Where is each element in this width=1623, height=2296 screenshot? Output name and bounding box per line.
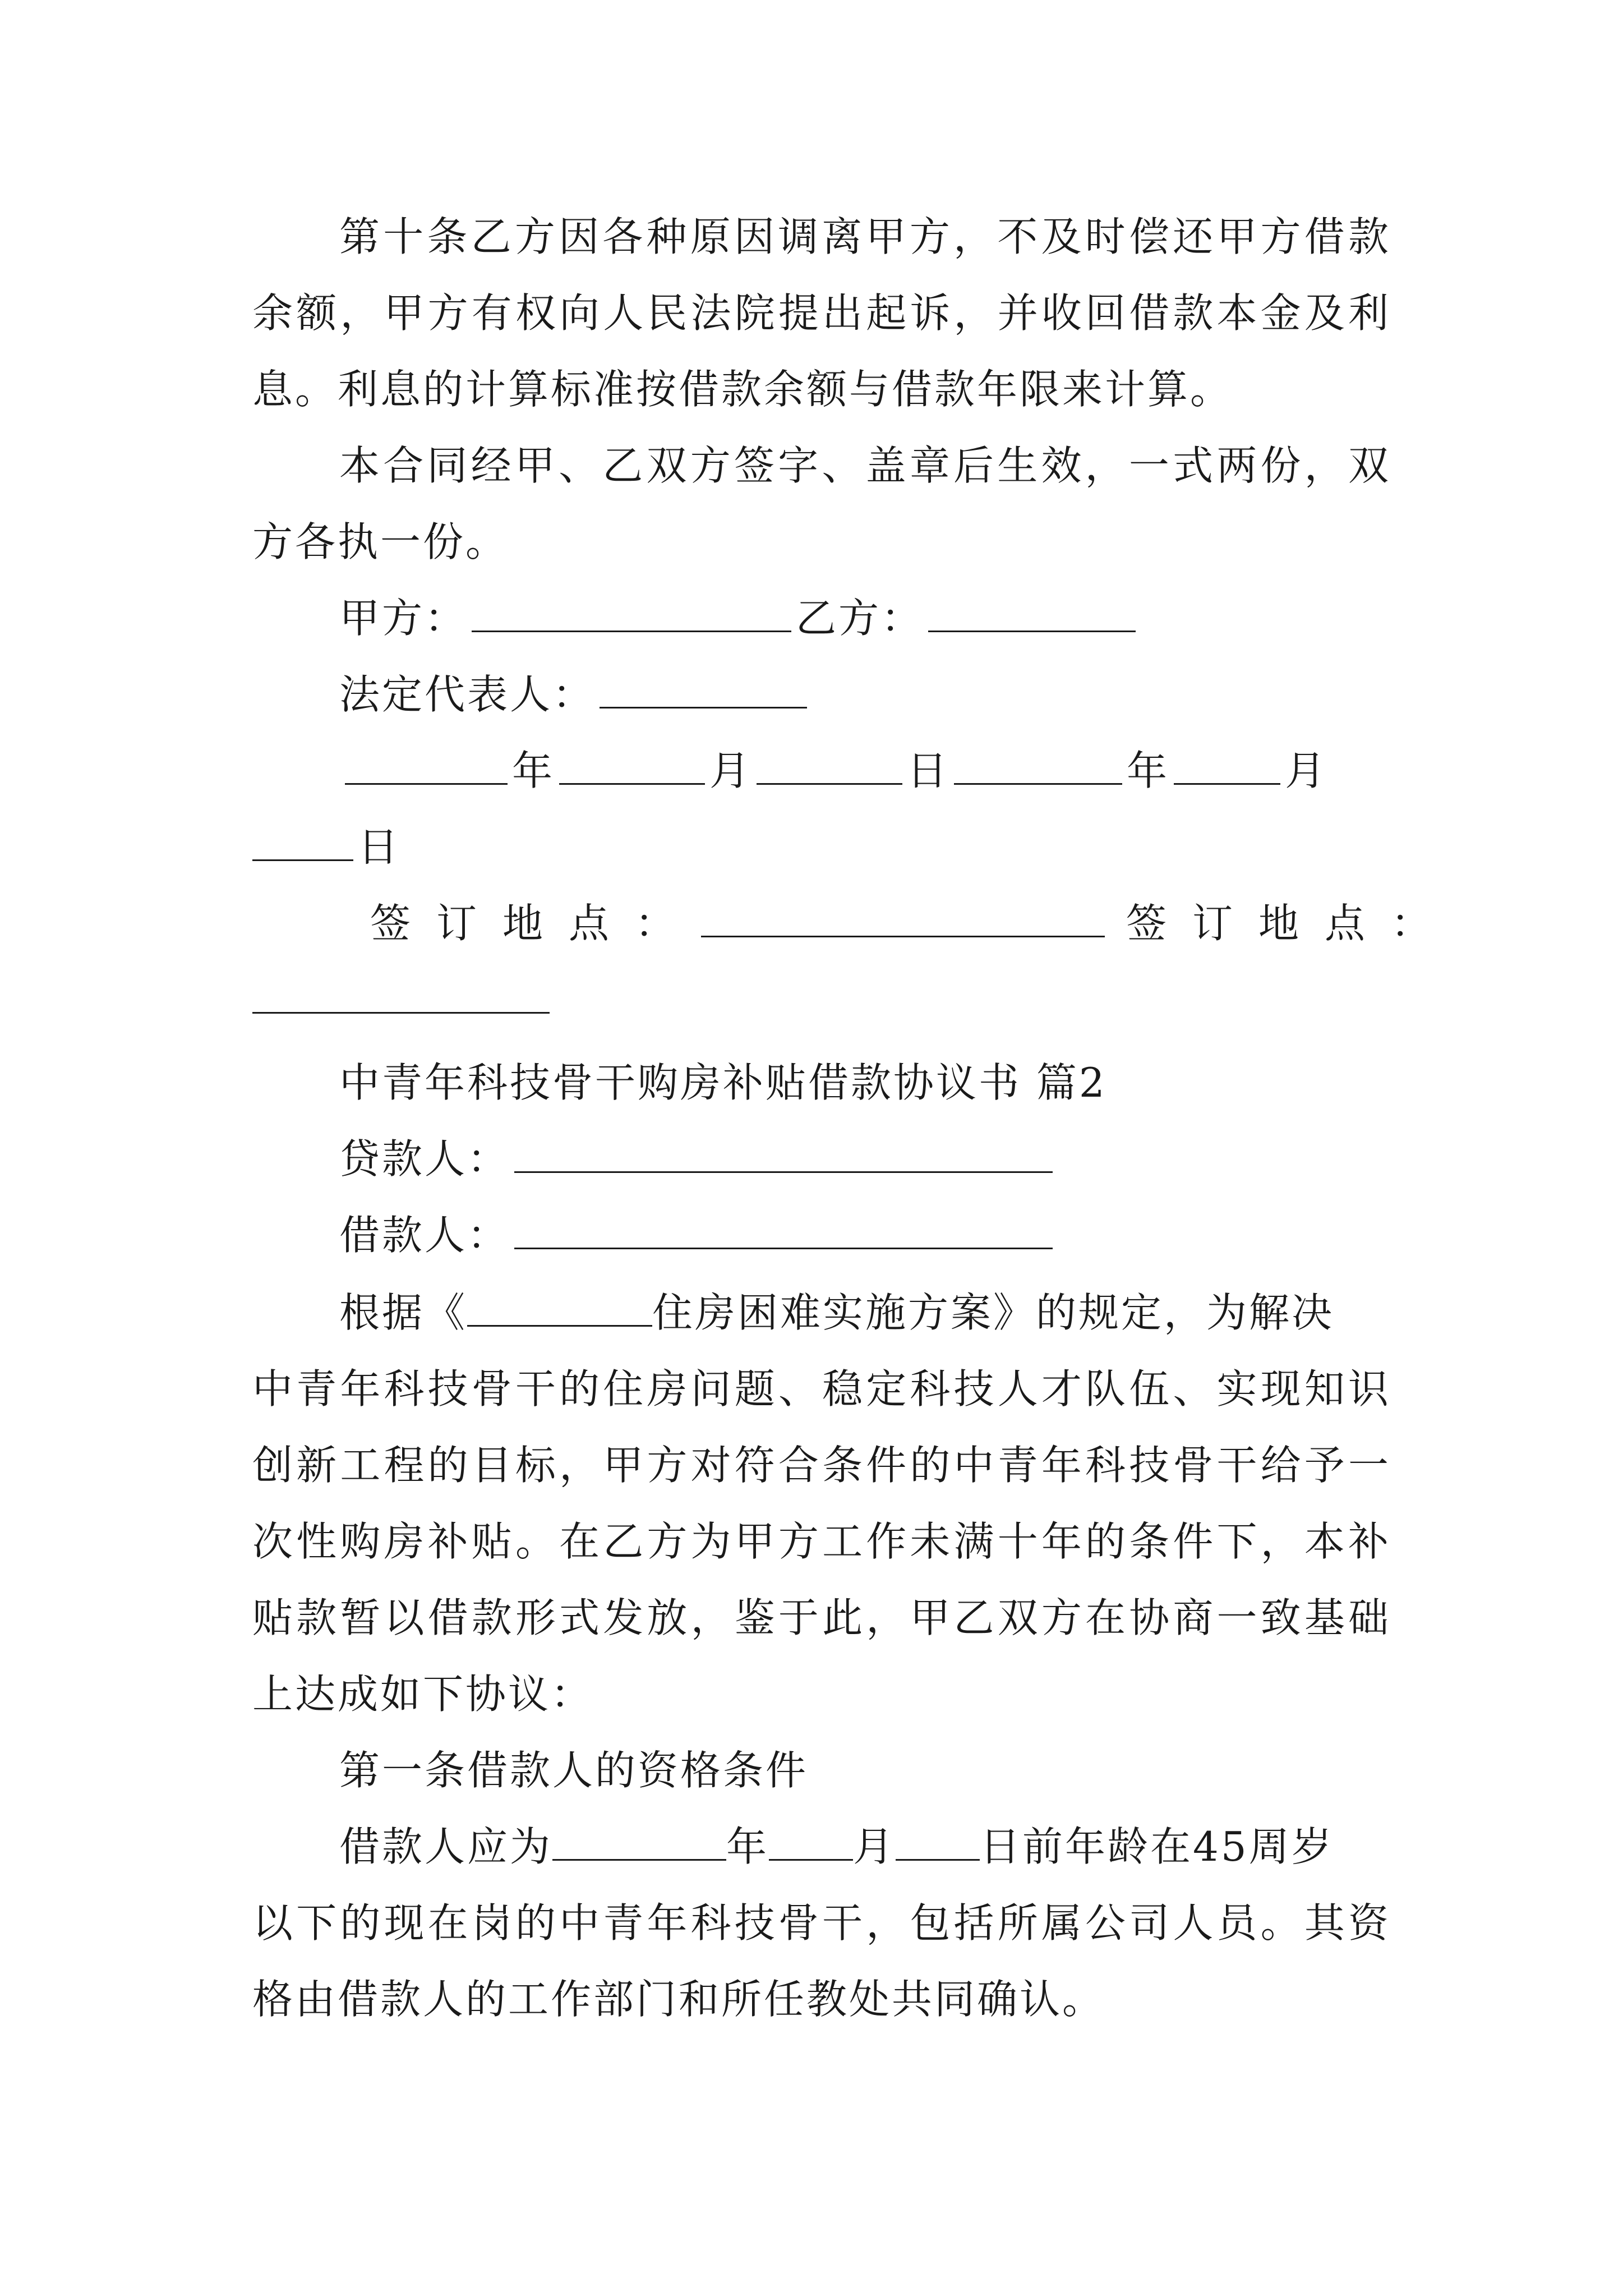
article1-line1 [339, 1819, 1391, 1875]
basis-line6: 上达成如下协议： [252, 1671, 594, 1718]
signing-place-cont [252, 972, 1391, 1028]
article1-day-blank [896, 1824, 980, 1861]
article1-line3: 格由借款人的工作部门和所任教处共同确认。 [252, 1976, 1105, 2023]
party-a-label: 甲方： [339, 595, 468, 642]
date-line-cont [252, 819, 1391, 875]
lender-blank [514, 1137, 1053, 1173]
date-b-year-blank [954, 748, 1122, 785]
basis-line5: 贴款暂以借款形式发放，鉴于此，甲乙双方在协商一致基础 [252, 1594, 1391, 1641]
legal-rep-label: 法定代表人： [339, 671, 596, 718]
article1-line2: 以下的现在岗的中青年科技骨干，包括所属公司人员。其资 [252, 1899, 1391, 1947]
date-a-month-blank [559, 748, 705, 785]
lender-label: 贷款人： [339, 1135, 510, 1182]
article1-month-blank [769, 1824, 853, 1861]
borrower-blank [514, 1213, 1053, 1249]
party-line [339, 590, 1391, 646]
basis-blank [467, 1290, 652, 1327]
signing-place-a-blank [701, 901, 1105, 937]
basis-line1 [339, 1285, 1391, 1341]
article1-year: 年 [726, 1823, 769, 1870]
article10-line1: 第十条乙方因各种原因调离甲方，不及时偿还甲方借款 [339, 213, 1391, 260]
date-b-year: 年 [1127, 747, 1170, 794]
effect-line1: 本合同经甲、乙双方签字、盖章后生效，一式两份，双 [339, 442, 1391, 489]
party-a-blank [472, 596, 791, 632]
signing-place-line [370, 895, 1458, 951]
date-a-year: 年 [512, 747, 555, 794]
date-a-month: 月 [709, 747, 753, 794]
basis-line4: 次性购房补贴。在乙方为甲方工作未满十年的条件下，本补 [252, 1518, 1391, 1565]
party-b-label: 乙方： [796, 595, 924, 642]
borrower-label: 借款人： [339, 1212, 510, 1259]
basis-line3: 创新工程的目标，甲方对符合条件的中青年科技骨干给予一 [252, 1442, 1391, 1489]
date-line [345, 743, 1396, 799]
signing-place-a-label: 签订地点： [370, 900, 702, 947]
date-b-day: 日 [358, 823, 401, 871]
date-a-day: 日 [907, 747, 950, 794]
legal-rep-line [339, 666, 1391, 723]
date-a-day-blank [757, 748, 902, 785]
article1-prefix: 借款人应为 [339, 1823, 553, 1870]
signing-place-b-blank [252, 977, 550, 1014]
legal-rep-blank [600, 672, 807, 708]
lender-line [339, 1131, 1391, 1187]
party-b-blank [928, 596, 1136, 632]
basis-line2: 中青年科技骨干的住房问题、稳定科技人才队伍、实现知识 [252, 1365, 1391, 1412]
signing-place-b-label: 签订地点： [1126, 900, 1458, 947]
section2-title: 中青年科技骨干购房补贴借款协议书 篇2 [339, 1059, 1107, 1106]
article1-year-blank [552, 1824, 726, 1861]
basis-suffix: 住房困难实施方案》的规定，为解决 [652, 1289, 1335, 1336]
article1-suffix: 日前年龄在45周岁 [980, 1823, 1334, 1870]
date-b-day-blank [252, 825, 353, 861]
article10-line3: 息。利息的计算标准按借款余额与借款年限来计算。 [252, 366, 1233, 413]
article1-month: 月 [853, 1823, 896, 1870]
article10-line2: 余额，甲方有权向人民法院提出起诉，并收回借款本金及利 [252, 289, 1391, 337]
date-b-month-blank [1174, 748, 1280, 785]
effect-line2: 方各执一份。 [252, 518, 509, 565]
borrower-line [339, 1207, 1391, 1263]
article1-title: 第一条借款人的资格条件 [339, 1747, 809, 1794]
date-b-month: 月 [1285, 747, 1328, 794]
basis-prefix: 根据《 [339, 1289, 468, 1336]
date-a-year-blank [345, 748, 508, 785]
